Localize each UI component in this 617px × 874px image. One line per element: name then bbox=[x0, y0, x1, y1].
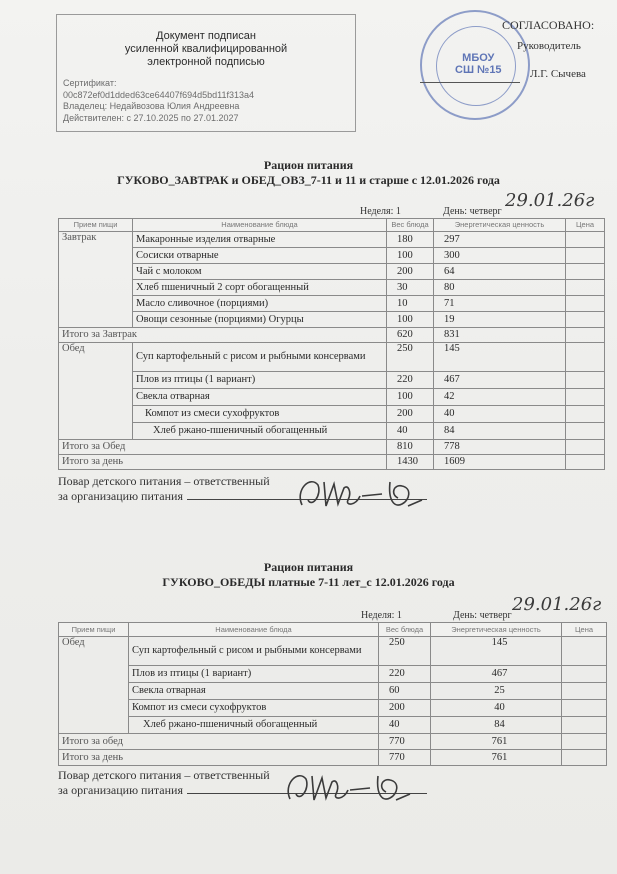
cook-line-2: за организацию питания bbox=[58, 783, 183, 797]
menu1-title-line1: Рацион питания bbox=[263, 158, 354, 172]
header-energy: Энергетическая ценность bbox=[434, 219, 566, 232]
cook-line-1: Повар детского питания – ответственный bbox=[58, 474, 270, 488]
dish-price bbox=[566, 423, 605, 440]
total-label: Итого за Завтрак bbox=[59, 328, 387, 343]
day-total-weight: 770 bbox=[379, 750, 431, 766]
total-row bbox=[59, 440, 605, 455]
dish-price bbox=[562, 637, 607, 666]
table-row bbox=[59, 406, 605, 423]
table-header-row bbox=[59, 219, 605, 232]
dish-price bbox=[566, 264, 605, 280]
dish-name: Масло сливочное (порциями) bbox=[133, 296, 387, 312]
dish-weight: 100 bbox=[387, 389, 434, 406]
day-total-energy: 761 bbox=[431, 750, 562, 766]
dish-name: Суп картофельный с рисом и рыбными консервами bbox=[133, 343, 387, 372]
table-row bbox=[59, 343, 605, 372]
table-header-row bbox=[59, 623, 607, 637]
dish-price bbox=[566, 232, 605, 248]
dish-energy: 84 bbox=[434, 423, 566, 440]
table-row bbox=[59, 248, 605, 264]
dish-name: Хлеб пшеничный 2 сорт обогащенный bbox=[133, 280, 387, 296]
day-total-price bbox=[566, 455, 605, 470]
dish-name: Макаронные изделия отварные bbox=[133, 232, 387, 248]
meal-breakfast: Завтрак bbox=[59, 232, 133, 328]
total-energy: 831 bbox=[434, 328, 566, 343]
menu2-title-line2: ГУКОВО_ОБЕДЫ платные 7-11 лет_с 12.01.2026 года bbox=[162, 575, 455, 589]
table-row bbox=[59, 389, 605, 406]
day-total-energy: 1609 bbox=[434, 455, 566, 470]
menu2-week: Неделя: 1 bbox=[361, 610, 402, 621]
header-price: Цена bbox=[566, 219, 605, 232]
dish-price bbox=[562, 683, 607, 700]
dish-name: Компот из смеси сухофруктов bbox=[129, 700, 379, 717]
total-price bbox=[566, 440, 605, 455]
dish-name: Чай с молоком bbox=[133, 264, 387, 280]
total-label: Итого за обед bbox=[59, 734, 379, 750]
day-total-label: Итого за день bbox=[59, 750, 379, 766]
dish-weight: 30 bbox=[387, 280, 434, 296]
dish-name: Хлеб ржано-пшеничный обогащенный bbox=[133, 423, 387, 440]
total-weight: 810 bbox=[387, 440, 434, 455]
dish-price bbox=[566, 280, 605, 296]
dish-weight: 250 bbox=[379, 637, 431, 666]
table-row bbox=[59, 232, 605, 248]
menu1-date-handwritten: 29.01.26г bbox=[505, 190, 595, 211]
total-energy: 761 bbox=[431, 734, 562, 750]
menu1-table bbox=[58, 218, 605, 470]
header-weight: Вес блюда bbox=[387, 219, 434, 232]
dish-energy: 80 bbox=[434, 280, 566, 296]
cert-label: Сертификат: bbox=[63, 78, 117, 88]
day-total-label: Итого за день bbox=[59, 455, 387, 470]
dish-price bbox=[566, 389, 605, 406]
table-row bbox=[59, 666, 607, 683]
dish-price bbox=[566, 312, 605, 328]
total-price bbox=[566, 328, 605, 343]
seal-stamp-text: МБОУ СШ №15 bbox=[455, 52, 502, 76]
dish-weight: 220 bbox=[379, 666, 431, 683]
dish-energy: 297 bbox=[434, 232, 566, 248]
dish-energy: 467 bbox=[434, 372, 566, 389]
table-row bbox=[59, 372, 605, 389]
menu2-date-handwritten: 29.01.26г bbox=[512, 594, 602, 615]
header-meal: Прием пищи bbox=[59, 623, 129, 637]
dish-name: Хлеб ржано-пшеничный обогащенный bbox=[129, 717, 379, 734]
menu1-cook-signature bbox=[290, 470, 440, 515]
header-weight: Вес блюда bbox=[379, 623, 431, 637]
table-row bbox=[59, 312, 605, 328]
cert-value: 00c872ef0d1dded63ce64407f694d5bd11f313a4 bbox=[63, 89, 255, 100]
dish-weight: 10 bbox=[387, 296, 434, 312]
header-dish: Наименование блюда bbox=[133, 219, 387, 232]
total-label: Итого за Обед bbox=[59, 440, 387, 455]
total-energy: 778 bbox=[434, 440, 566, 455]
cook-line-1: Повар детского питания – ответственный bbox=[58, 768, 270, 782]
header-energy: Энергетическая ценность bbox=[431, 623, 562, 637]
dish-energy: 71 bbox=[434, 296, 566, 312]
dish-weight: 220 bbox=[387, 372, 434, 389]
dish-energy: 145 bbox=[431, 637, 562, 666]
dish-weight: 60 bbox=[379, 683, 431, 700]
sig-line-3: электронной подписью bbox=[147, 56, 265, 68]
table-row bbox=[59, 264, 605, 280]
menu1-week: Неделя: 1 bbox=[360, 206, 401, 217]
header-meal: Прием пищи bbox=[59, 219, 133, 232]
dish-name: Суп картофельный с рисом и рыбными консервами bbox=[129, 637, 379, 666]
dish-energy: 42 bbox=[434, 389, 566, 406]
menu2-title bbox=[0, 560, 617, 590]
dish-energy: 40 bbox=[431, 700, 562, 717]
menu2-cook-signature bbox=[278, 764, 428, 809]
dish-name: Овощи сезонные (порциями) Огурцы bbox=[133, 312, 387, 328]
dish-price bbox=[562, 666, 607, 683]
dish-name: Компот из смеси сухофруктов bbox=[133, 406, 387, 423]
dish-weight: 200 bbox=[387, 406, 434, 423]
table-row bbox=[59, 423, 605, 440]
dish-energy: 40 bbox=[434, 406, 566, 423]
dish-name: Плов из птицы (1 вариант) bbox=[129, 666, 379, 683]
table-row bbox=[59, 637, 607, 666]
e-signature-box bbox=[56, 14, 356, 132]
dish-energy: 145 bbox=[434, 343, 566, 372]
dish-energy: 25 bbox=[431, 683, 562, 700]
total-row bbox=[59, 328, 605, 343]
meal-lunch: Обед bbox=[59, 637, 129, 734]
dish-price bbox=[566, 248, 605, 264]
dish-name: Плов из птицы (1 вариант) bbox=[133, 372, 387, 389]
dish-energy: 84 bbox=[431, 717, 562, 734]
dish-weight: 180 bbox=[387, 232, 434, 248]
approval-sign-line bbox=[420, 82, 520, 83]
approval-agreed: СОГЛАСОВАНО: bbox=[502, 18, 595, 32]
dish-weight: 100 bbox=[387, 248, 434, 264]
approval-block bbox=[420, 18, 610, 108]
dish-price bbox=[566, 372, 605, 389]
menu2-day: День: четверг bbox=[453, 610, 512, 621]
cert-validity: Действителен: с 27.10.2025 по 27.01.2027 bbox=[63, 112, 239, 123]
menu1-title-line2: ГУКОВО_ЗАВТРАК и ОБЕД_ОВЗ_7-11 и 11 и старше с 12.01.2026 года bbox=[117, 173, 500, 187]
dish-weight: 100 bbox=[387, 312, 434, 328]
dish-name: Свекла отварная bbox=[129, 683, 379, 700]
dish-energy: 467 bbox=[431, 666, 562, 683]
dish-price bbox=[562, 717, 607, 734]
day-total-row bbox=[59, 455, 605, 470]
approval-role: Руководитель bbox=[517, 40, 581, 52]
cook-line-2: за организацию питания bbox=[58, 489, 183, 503]
menu1-day: День: четверг bbox=[443, 206, 502, 217]
table-row bbox=[59, 700, 607, 717]
dish-energy: 64 bbox=[434, 264, 566, 280]
dish-weight: 250 bbox=[387, 343, 434, 372]
meal-lunch: Обед bbox=[59, 343, 133, 440]
dish-price bbox=[566, 343, 605, 372]
total-weight: 770 bbox=[379, 734, 431, 750]
dish-weight: 200 bbox=[379, 700, 431, 717]
approval-name: Л.Г. Сычева bbox=[530, 68, 586, 80]
dish-price bbox=[566, 296, 605, 312]
day-total-weight: 1430 bbox=[387, 455, 434, 470]
cert-owner: Владелец: Недайвозова Юлия Андреевна bbox=[63, 101, 240, 111]
dish-energy: 19 bbox=[434, 312, 566, 328]
total-row bbox=[59, 734, 607, 750]
menu2-title-line1: Рацион питания bbox=[263, 560, 354, 574]
dish-price bbox=[562, 700, 607, 717]
table-row bbox=[59, 296, 605, 312]
dish-energy: 300 bbox=[434, 248, 566, 264]
header-dish: Наименование блюда bbox=[129, 623, 379, 637]
table-row bbox=[59, 717, 607, 734]
dish-weight: 200 bbox=[387, 264, 434, 280]
menu1-title bbox=[0, 158, 617, 188]
total-weight: 620 bbox=[387, 328, 434, 343]
header-price: Цена bbox=[562, 623, 607, 637]
table-row bbox=[59, 280, 605, 296]
total-price bbox=[562, 734, 607, 750]
dish-weight: 40 bbox=[379, 717, 431, 734]
dish-name: Сосиски отварные bbox=[133, 248, 387, 264]
day-total-price bbox=[562, 750, 607, 766]
sig-line-1: Документ подписан bbox=[156, 30, 256, 42]
sig-line-2: усиленной квалифицированной bbox=[124, 43, 288, 55]
table-row bbox=[59, 683, 607, 700]
dish-weight: 40 bbox=[387, 423, 434, 440]
dish-price bbox=[566, 406, 605, 423]
dish-name: Свекла отварная bbox=[133, 389, 387, 406]
menu2-table bbox=[58, 622, 607, 766]
